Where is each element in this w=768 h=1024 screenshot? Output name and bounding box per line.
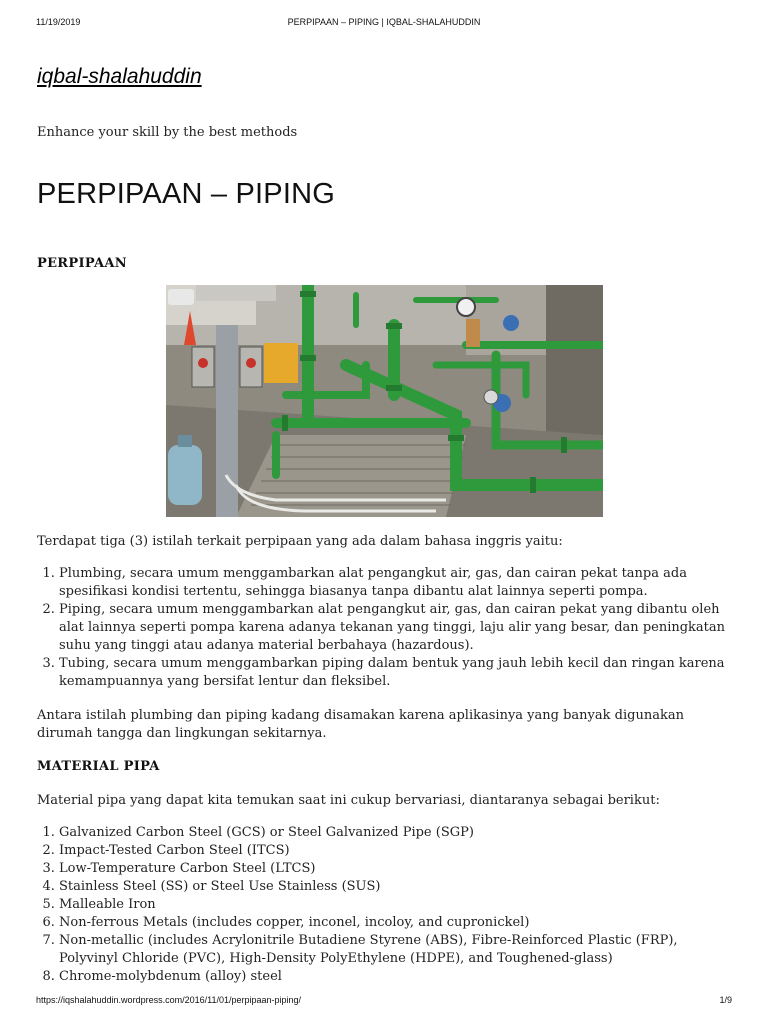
piping-photo xyxy=(166,285,603,517)
print-page-title: PERPIPAAN – PIPING | IQBAL-SHALAHUDDIN xyxy=(287,17,481,27)
section-heading-perpipaan: PERPIPAAN xyxy=(37,256,127,271)
materials-list xyxy=(37,824,739,986)
list-item: 3. Tubing, secara umum menggambarkan piping dalam bentuk yang jauh lebih kecil dan ringan karena kemampuannya yang bersifat lentur dan fleksibel. xyxy=(59,655,739,691)
plumbing-note-paragraph: Antara istilah plumbing dan piping kadang disamakan karena aplikasinya yang banyak digunakan dirumah tangga dan lingkungan sekitarnya. xyxy=(37,708,684,741)
list-item: 6. Non-ferrous Metals (includes copper, inconel, incoloy, and cupronickel) xyxy=(59,914,739,932)
list-item: 1. Galvanized Carbon Steel (GCS) or Steel Galvanized Pipe (SGP) xyxy=(59,824,739,842)
terms-list xyxy=(37,565,739,691)
print-url: https://iqshalahuddin.wordpress.com/2016/11/01/perpipaan-piping/ xyxy=(36,995,302,1005)
list-item: 5. Malleable Iron xyxy=(59,896,739,914)
print-page-number: 1/9 xyxy=(719,995,732,1005)
list-item: 7. Non-metallic (includes Acrylonitrile Butadiene Styrene (ABS), Fibre-Reinforced Plastic (FRP), Polyvinyl Chloride (PVC), High-Density PolyEthylene (HDPE), and Toughened-glass) xyxy=(59,932,739,968)
list-item: 4. Stainless Steel (SS) or Steel Use Stainless (SUS) xyxy=(59,878,739,896)
post-title: PERPIPAAN – PIPING xyxy=(37,178,335,210)
list-item: 1. Plumbing, secara umum menggambarkan alat pengangkut air, gas, dan cairan pekat tanpa ada spesifikasi kondisi tertentu, sehingga biasanya tanpa dibantu alat lainnya seperti pompa. xyxy=(59,565,739,601)
site-title-link[interactable]: iqbal-shalahuddin xyxy=(37,65,202,88)
list-item: 2. Piping, secara umum menggambarkan alat pengangkut air, gas, dan cairan pekat yang dibantu oleh alat lainnya seperti pompa karena adanya tekanan yang tinggi, laju alir yang besar, dan peningkatan suhu yang tinggi atau adanya material berbahaya (hazardous). xyxy=(59,601,739,655)
materials-intro-paragraph: Material pipa yang dapat kita temukan saat ini cukup bervariasi, diantaranya sebagai berikut: xyxy=(37,793,660,808)
section-heading-material-pipa: MATERIAL PIPA xyxy=(37,759,160,774)
print-header xyxy=(36,17,732,29)
site-tagline: Enhance your skill by the best methods xyxy=(37,125,298,140)
list-item: 8. Chrome-molybdenum (alloy) steel xyxy=(59,968,739,986)
print-footer xyxy=(36,995,732,1007)
list-item: 2. Impact-Tested Carbon Steel (ITCS) xyxy=(59,842,739,860)
print-date: 11/19/2019 xyxy=(36,17,81,27)
list-item: 3. Low-Temperature Carbon Steel (LTCS) xyxy=(59,860,739,878)
intro-paragraph: Terdapat tiga (3) istilah terkait perpipaan yang ada dalam bahasa inggris yaitu: xyxy=(37,534,563,549)
